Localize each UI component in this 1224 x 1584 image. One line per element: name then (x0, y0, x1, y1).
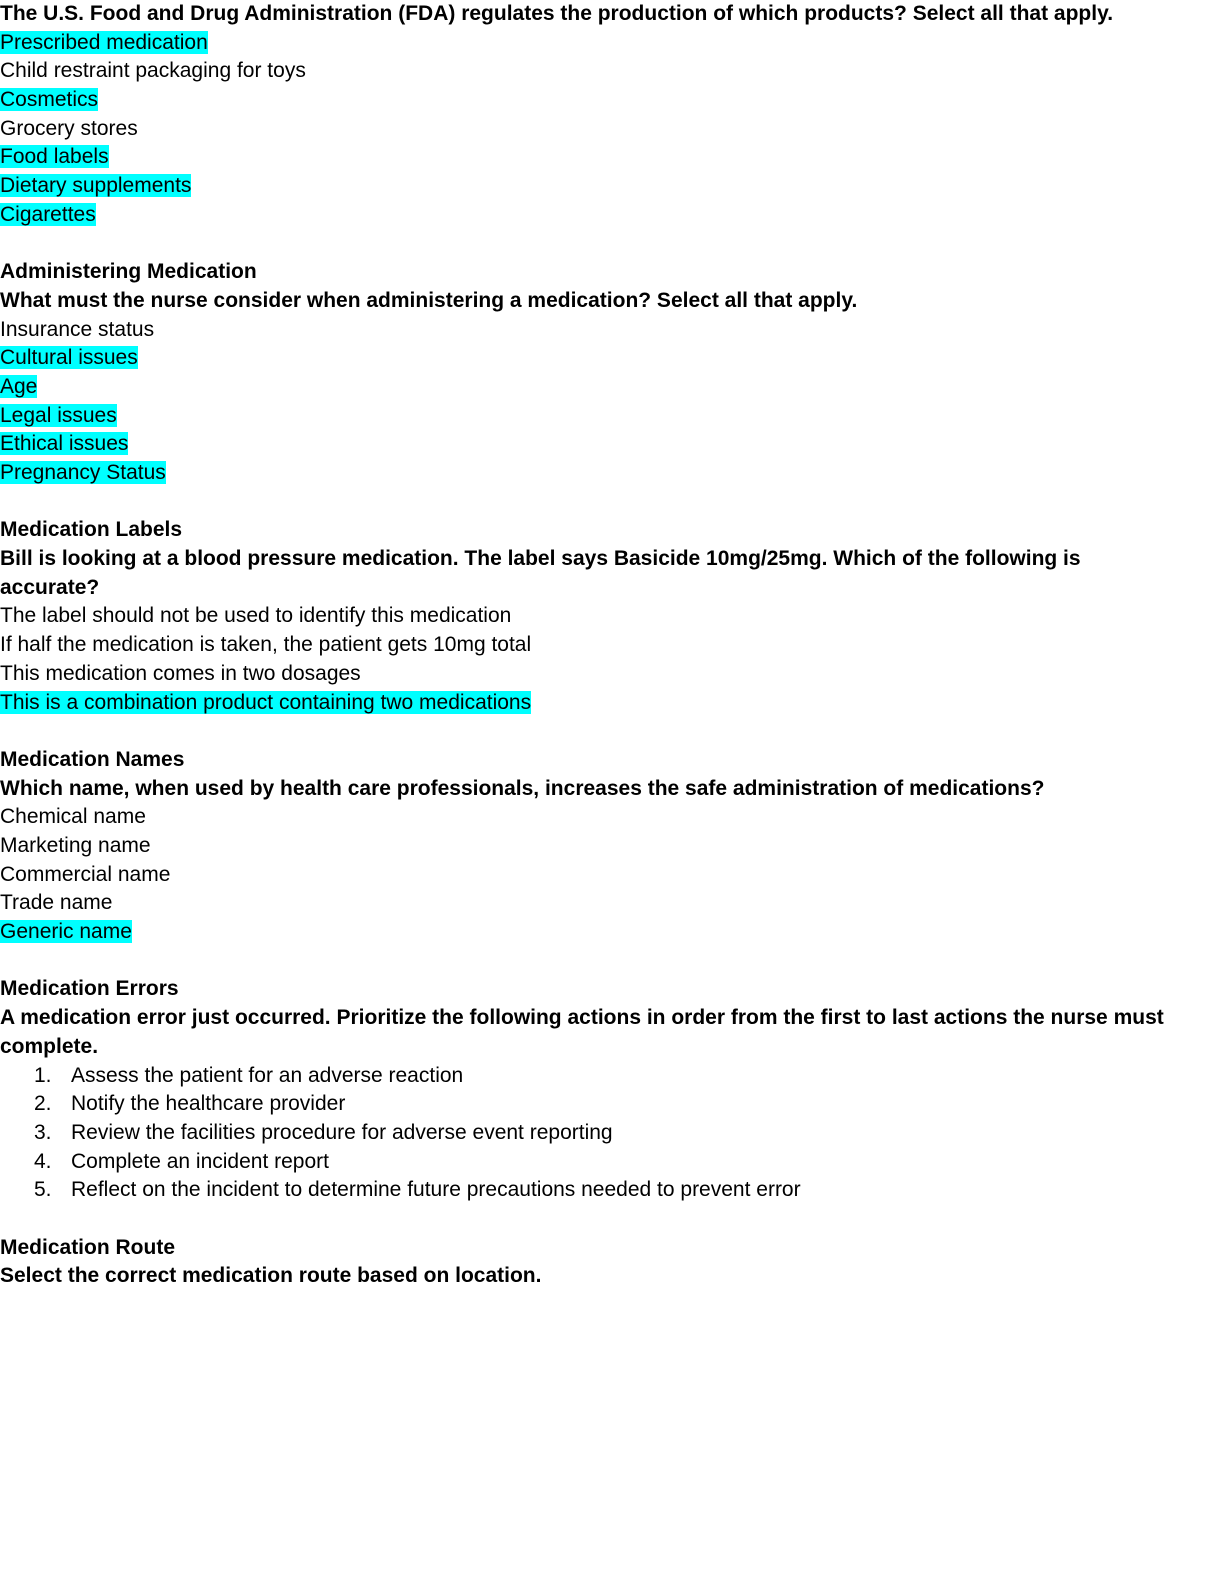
step-number: 2. (34, 1092, 52, 1116)
spacer (0, 488, 1224, 517)
section-heading-administering: Administering Medication (0, 260, 257, 284)
answer-option (0, 861, 1224, 890)
option-text: The label should not be used to identify this medication (0, 604, 512, 628)
option-text: Prescribed medication (0, 30, 208, 54)
answer-option (0, 631, 1224, 660)
step-text: Notify the healthcare provider (71, 1092, 346, 1116)
labels-question: Bill is looking at a blood pressure medication. The label says Basicide 10mg/25mg. Which of the following is accurate? (0, 547, 1081, 599)
option-text: Generic name (0, 920, 132, 944)
answer-option (0, 316, 1224, 345)
answer-option (0, 803, 1224, 832)
option-text: This is a combination product containing two medications (0, 690, 532, 714)
spacer (0, 947, 1224, 976)
option-text: Grocery stores (0, 116, 138, 140)
step-text: Reflect on the incident to determine future precautions needed to prevent error (71, 1178, 801, 1202)
answer-option (0, 602, 1224, 631)
step-text: Complete an incident report (71, 1149, 329, 1173)
option-text: Age (0, 374, 38, 398)
answer-option (0, 373, 1224, 402)
option-text: Dietary supplements (0, 174, 192, 198)
step-number: 1. (34, 1063, 52, 1087)
errors-question: A medication error just occurred. Prioritize the following actions in order from the first to last actions the nurse must complete. (0, 1006, 1164, 1058)
option-text: Trade name (0, 891, 113, 915)
answer-option (0, 832, 1224, 861)
names-question: Which name, when used by health care professionals, increases the safe administration of medications? (0, 776, 1045, 800)
answer-option (0, 29, 1224, 58)
section-heading-labels: Medication Labels (0, 518, 183, 542)
option-text: Child restraint packaging for toys (0, 59, 306, 83)
step-text: Review the facilities procedure for adverse event reporting (71, 1120, 613, 1144)
answer-option (0, 689, 1224, 718)
list-item (0, 1176, 1224, 1205)
step-number: 5. (34, 1178, 52, 1202)
spacer (0, 717, 1224, 746)
list-item (0, 1148, 1224, 1177)
labels-options (0, 602, 1224, 717)
spacer (0, 1205, 1224, 1234)
answer-option (0, 402, 1224, 431)
list-item (0, 1062, 1224, 1091)
option-text: Marketing name (0, 833, 151, 857)
option-text: Food labels (0, 145, 109, 169)
route-question: Select the correct medication route based on location. (0, 1264, 542, 1288)
section-heading-names: Medication Names (0, 747, 185, 771)
option-text: This medication comes in two dosages (0, 661, 361, 685)
option-text: Cigarettes (0, 202, 96, 226)
answer-option (0, 660, 1224, 689)
answer-option (0, 115, 1224, 144)
section-heading-route: Medication Route (0, 1235, 176, 1259)
answer-option (0, 918, 1224, 947)
step-number: 4. (34, 1149, 52, 1173)
answer-option (0, 430, 1224, 459)
spacer (0, 230, 1224, 259)
option-text: Cultural issues (0, 346, 138, 370)
errors-steps-list (0, 1062, 1224, 1205)
answer-option (0, 201, 1224, 230)
option-text: Chemical name (0, 805, 146, 829)
option-text: Cosmetics (0, 88, 99, 112)
administering-options (0, 316, 1224, 488)
fda-options (0, 29, 1224, 230)
list-item (0, 1090, 1224, 1119)
list-item (0, 1119, 1224, 1148)
option-text: Commercial name (0, 862, 171, 886)
option-text: Ethical issues (0, 432, 129, 456)
answer-option (0, 889, 1224, 918)
option-text: Insurance status (0, 317, 155, 341)
step-number: 3. (34, 1120, 52, 1144)
answer-option (0, 143, 1224, 172)
administering-question: What must the nurse consider when administering a medication? Select all that apply. (0, 288, 858, 312)
step-text: Assess the patient for an adverse reaction (71, 1063, 464, 1087)
option-text: If half the medication is taken, the patient gets 10mg total (0, 633, 532, 657)
answer-option (0, 172, 1224, 201)
answer-option (0, 57, 1224, 86)
section-heading-errors: Medication Errors (0, 977, 179, 1001)
names-options (0, 803, 1224, 946)
option-text: Legal issues (0, 403, 117, 427)
answer-option (0, 344, 1224, 373)
option-text: Pregnancy Status (0, 461, 166, 484)
fda-question: The U.S. Food and Drug Administration (FDA) regulates the production of which products? Select all that apply. (0, 2, 1114, 25)
answer-option (0, 459, 1224, 488)
answer-option (0, 86, 1224, 115)
